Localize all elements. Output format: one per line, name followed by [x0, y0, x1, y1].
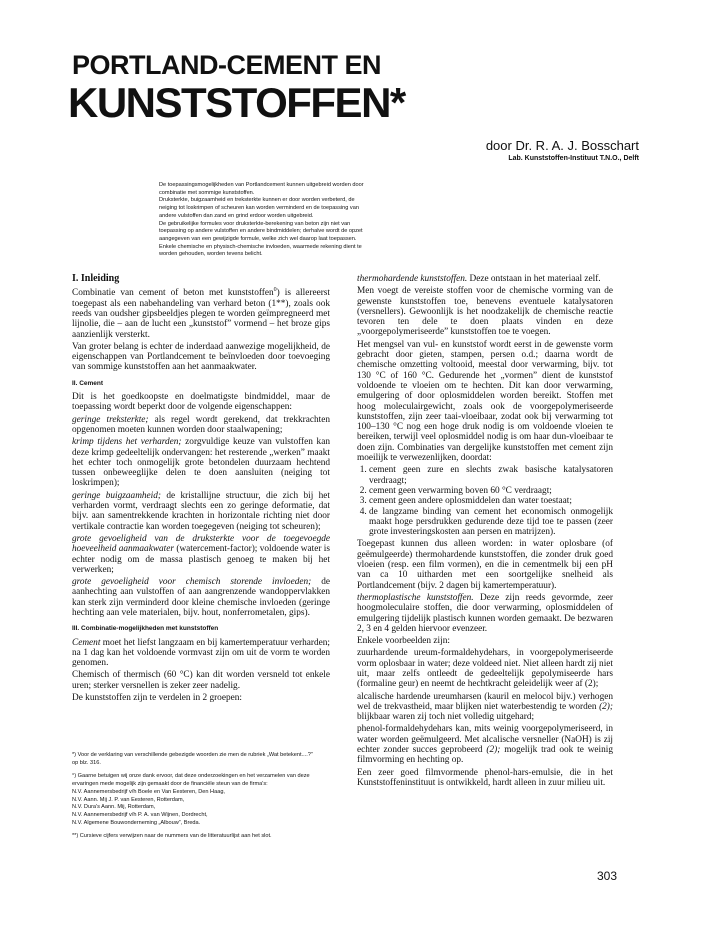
list-item: 1. cement geen zure en slechts zwak basische katalysatoren verdraagt;	[369, 465, 613, 486]
paragraph	[72, 415, 330, 436]
paragraph: Van groter belang is echter de inderdaad aanwezige mogelijkheid, de eigenschappen van Portlandcement te beïnvloeden door toevoeging van sommige kunststoffen aan het aanmaakwater.	[72, 341, 330, 373]
firm-line: N.V. Aannemersbedrijf v/h P. A. van Wijnen, Dordrecht,	[72, 811, 208, 818]
text-run: zorgvuldige keuze van vulstoffen kan deze krimp gedeeltelijk ondervangen: het resterende „werken” maakt het echter toch onmogelijk grote betondelen duurzaam hechtend tussen onbeweeglijke delen te doen aansluiten (neiging tot loskrimpen);	[72, 437, 330, 489]
text-run: alcalische hardende ureumharsen (kauril en melocol bijv.) verhogen wel de trekvastheid, maar blijken niet waterbestendig te worden	[357, 691, 613, 712]
list-item: 4. de langzame binding van cement het economisch onmogelijk maakt hoge persdrukken gedurende deze tijd toe te passen (zeer grote investeringskosten aan persen en matrijzen).	[369, 507, 613, 538]
paragraph	[72, 491, 330, 532]
numbered-list	[357, 465, 613, 537]
text-run: de aanhechting aan vulstoffen of aan aangrenzende wandoppervlakken kan sterk zijn verminderd door kleine chemische invloeden (geringe hechting aan vele materialen, bijv. hout, nonferrometalen, gips).	[72, 577, 330, 618]
abstract-paragraph: De toepassingsmogelijkheden van Portlandcement kunnen uitgebreid worden door combinatie met sommige kunststoffen.	[159, 182, 364, 196]
title-line-2: KUNSTSTOFFEN*	[68, 79, 405, 126]
affiliation: Lab. Kunststoffen-Instituut T.N.O., Delft	[508, 155, 639, 162]
abstract-paragraph: De gebruikelijke formules voor druksterkte-berekening van beton zijn niet van toepassing op andere vulstoffen en andere bindmiddelen; derhalve wordt de opzet aangegeven van een gewijzigde formule, welke zich wel daarop laat toepassen.	[159, 220, 363, 242]
text-run: °) Gaarne betuigen wij onze dank ervoor, dat deze onderzoekingen en het verzamelen van deze ervaringen mede mogelijk zijn gemaakt door de financiële steun van de firma's:	[72, 773, 310, 788]
paragraph: zuurhardende ureum-formaldehydehars, in voorgepolymeriseerde vorm oplosbaar in water; deze voldeed niet. Niet alleen hardt zij niet uit, maar zelfs ontleedt de gedeeltelijk gepolymiseerde hars (formaline geur) en neemt de hechtkracht geleidelijk weer af (2);	[357, 648, 613, 690]
footnote-marker: 0	[273, 287, 277, 294]
paragraph	[357, 593, 613, 634]
footnotes	[72, 752, 320, 847]
italic-term: thermohardende kunststoffen.	[357, 274, 468, 284]
paragraph	[72, 534, 330, 575]
italic-term: krimp tijdens het verharden;	[72, 437, 182, 448]
page-number: 303	[596, 869, 617, 883]
paragraph	[72, 437, 330, 488]
text-run: (watercement-factor); voldoende water is echter nodig om de massa plastisch genoeg te maken bij het verwerken;	[72, 544, 330, 575]
italic-term: geringe buigzaamheid;	[72, 490, 162, 501]
abstract-paragraph: Druksterkte, buigzaamheid en treksterkte kunnen er door worden verbeterd, de neiging tot loskrimpen of scheuren kan worden verminderd en de toepassing van andere vulstoffen dan zand en grind erdoor worden uitgebreid.	[159, 197, 359, 219]
italic-term: grote gevoeligheid van de druksterkte voor de toegevoegde hoeveelheid aanmaakwater	[72, 533, 330, 555]
text-run: Deze ontstaan in het materiaal zelf.	[467, 274, 601, 284]
paragraph: Chemisch of thermisch (60 °C) kan dit worden versneld tot enkele uren; sterker versnellen is zeker zeer nadelig.	[72, 670, 330, 691]
firm-line: N.V. Aann. Mij J. P. van Eesteren, Rotterdam,	[72, 796, 185, 803]
right-column	[357, 274, 613, 790]
paragraph: Dit is het goedkoopste en doelmatigste bindmiddel, maar de toepassing wordt beperkt door de volgende eigenschappen:	[72, 392, 330, 413]
paragraph: Een zeer goed filmvormende phenol-hars-emulsie, die in het Kunststoffeninstituut is ontwikkeld, hardt alleen in zuur milieu uit.	[357, 767, 613, 788]
text-run: mogelijk trad ook te weinig filmvorming en hechting op.	[357, 745, 613, 766]
title-line-1: PORTLAND-CEMENT EN	[72, 50, 381, 80]
paragraph: Het mengsel van vul- en kunststof wordt eerst in de gewenste vorm gebracht door gieten, stampen, persen o.d.; daarna wordt de chemische omzetting voltooid, meestal door verwarming, bijv. tot 130 °C of 160 °C. Gedurende het „vormen” dient de kunststof voldoende te vloeien om te hechten. Dit kan door verwarming, emulgering of door oplosmiddelen worden bereikt. Stoffen met hoog moleculairgewicht, zoals ook de voorgepolymeriseerde kunststoffen, zijn zeer taai-vloeibaar, zodat ook bij verwarming tot 100–130 °C nog een hoge druk nodig is om voldoende vloeien te bereiken, terwijl veel oplosmiddel nodig is om haar dun-vloeibaar te doen zijn. Combinaties van dergelijke kunststoffen met cement zijn moeilijk te verwezenlijken, doordat:	[357, 339, 613, 464]
paragraph	[357, 692, 613, 723]
text-run: ) is allereerst toegepast als een nabehandeling van verhard beton (1**), zoals ook reeds van oudsher gipsbeeldjes plegen te worden geïmpregneerd met lijnolie, die – aan de lucht een „kunststof” vormend – het broze gips aanzienlijk versterkt.	[72, 288, 330, 340]
abstract	[159, 182, 373, 259]
text-run: moet het liefst langzaam en bij kamertemperatuur verharden; na 1 dag kan het voldoende vormvast zijn om uit de vorm te worden genomen.	[72, 637, 330, 669]
italic-term: grote gevoeligheid voor chemisch storende invloeden;	[72, 577, 312, 588]
text-run: blijkbaar waren zij toch niet volledig uitgehard;	[357, 712, 535, 723]
italic-ref: (2);	[486, 745, 501, 756]
italic-term: Cement	[72, 637, 101, 648]
paragraph	[72, 638, 330, 669]
section-heading-inleiding: I. Inleiding	[72, 273, 120, 284]
footnote: *) Voor de verklaring van verschillende gebezigde woorden zie men de rubriek „Wat betekent....?” op blz. 316.	[72, 752, 313, 766]
italic-term: thermoplastische kunststoffen.	[357, 592, 474, 603]
firm-line: N.V. Algemene Bouwonderneming „Albouw”, Breda.	[72, 819, 201, 826]
paragraph	[72, 577, 330, 618]
paragraph: Enkele voorbeelden zijn:	[357, 636, 450, 647]
paragraph: Toegepast kunnen dus alleen worden: in water oplosbare (of geëmulgeerde) thermohardende kunststoffen, die zonder druk goed vloeien (resp. een film vormen), en die in cementmelk bij een pH van ca 10 uitharden met een soortgelijke snelheid als Portlandcement (bijv. 2 dagen bij kamertemperatuur).	[357, 539, 613, 591]
footnote	[72, 773, 320, 827]
text-run: als regel wordt gerekend, dat trekkrachten opgenomen moeten kunnen worden door staalwapening;	[72, 414, 330, 435]
author: door Dr. R. A. J. Bosschart	[485, 138, 639, 153]
list-item: 2. cement geen verwarming boven 60 °C verdraagt;	[369, 486, 613, 496]
firm-line: N.V. Dura's Aann. Mij, Rotterdam,	[72, 804, 156, 811]
list-item: 3. cement geen andere oplosmiddelen dan water toestaat;	[369, 496, 613, 506]
abstract-paragraph: Enkele chemische en physisch-chemische invloeden, waarmede rekening dient te worden gehouden, worden tevens belicht.	[159, 243, 362, 258]
paragraph: Men voegt de vereiste stoffen voor de chemische vorming van de gewenste kunststoffen toe, benevens eventuele katalysatoren (versnellers). Gewoonlijk is het noodzakelijk de chemische reactie tevoren ten dele te doen plaats vinden en deze „voorgepolymeriseerde” kunststoffen toe te voegen.	[357, 286, 613, 338]
italic-ref: (2);	[599, 701, 613, 712]
paragraph: De kunststoffen zijn te verdelen in 2 groepen:	[72, 693, 242, 704]
text-run: Combinatie van cement of beton met kunststoffen	[72, 288, 274, 299]
text-run: phenol-formaldehydehars kan, mits weinig voorgepolymeriseerd, in water worden geëmulgeerd. Met alcalische versneller (NaOH) is zij echter zonder succes geprobeerd	[357, 724, 613, 756]
section-heading-cement: II. Cement	[72, 379, 104, 387]
text-run: Deze zijn reeds gevormde, zeer hoogmoleculaire stoffen, die door verwarming, oplosmiddelen of emulgering tijdelijk plastisch kunnen worden gemaakt. De bezwaren 2, 3 en 4 gelden hiervoor evenzeer.	[357, 592, 613, 634]
left-column	[72, 274, 330, 705]
text-run: de kristallijne structuur, die zich bij het verharden vormt, verdraagt slechts een zo geringe deformatie, dat bijv. aan samentrekkende krachten in horizontale richting niet door vertikale contractie kan worden toegegeven (neiging tot scheuren);	[72, 490, 330, 532]
paragraph	[357, 274, 613, 284]
footnote: **) Cursieve cijfers verwijzen naar de nummers van de litteratuurlijst aan het slot.	[72, 833, 272, 840]
firm-line: N.V. Aannemersbedrijf v/h Boele en Van Eesteren, Den Haag,	[72, 788, 225, 795]
paragraph	[357, 724, 613, 765]
paragraph	[72, 285, 330, 340]
section-heading-combinatie: III. Combinatie-mogelijkheden met kunststoffen	[72, 625, 219, 633]
italic-term: geringe treksterkte;	[72, 414, 149, 425]
